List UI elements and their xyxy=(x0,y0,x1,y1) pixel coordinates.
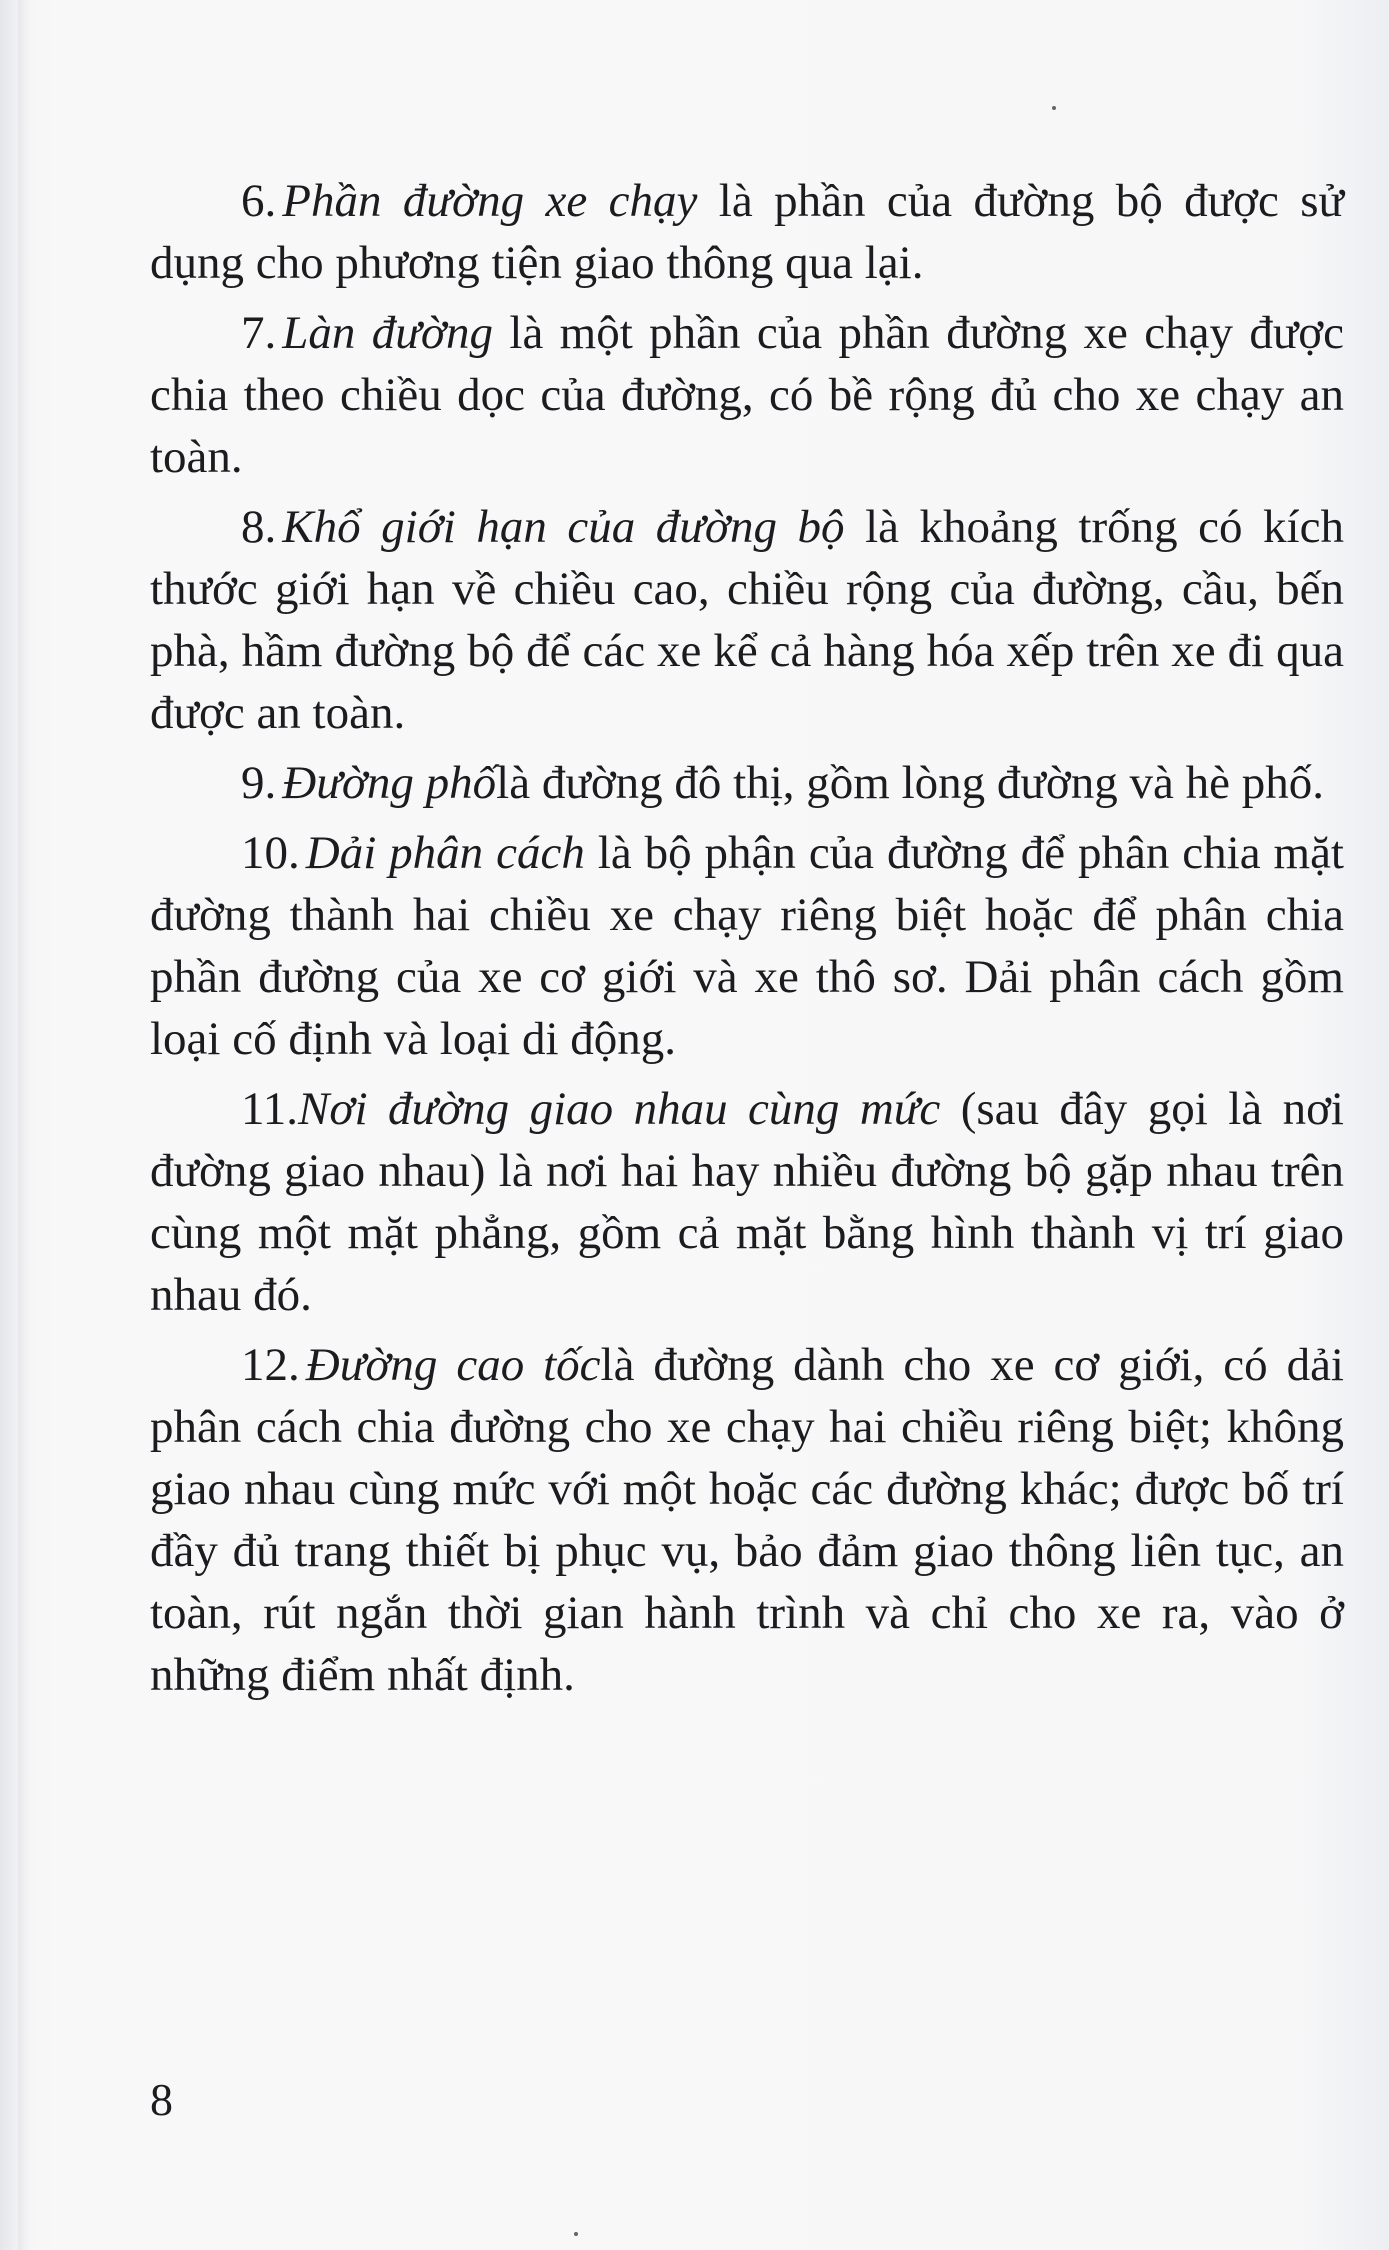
paragraph-10 xyxy=(150,822,1344,1070)
paragraph-number: 8. xyxy=(241,501,277,553)
speck-top xyxy=(1052,106,1056,110)
definition-text: (sau đây gọi là nơi đường giao nhau) là nơi hai hay nhiều đường bộ gặp nhau trên cùng một mặt phẳng, gồm cả mặt bằng hình thành vị trí giao nhau đó. xyxy=(150,1083,1344,1321)
body-text xyxy=(150,170,1344,1714)
definition-text: là một phần của phần đường xe chạy được chia theo chiều dọc của đường, có bề rộng đủ cho xe chạy an toàn. xyxy=(150,307,1345,483)
paragraph-12 xyxy=(150,1334,1344,1706)
defined-term: Phần đường xe chạy xyxy=(282,175,698,227)
speck-bottom xyxy=(574,2232,578,2236)
paragraph-7 xyxy=(150,302,1344,488)
defined-term: Làn đường xyxy=(282,307,493,359)
defined-term: Đường phố xyxy=(282,757,497,809)
paragraph-11 xyxy=(150,1078,1344,1326)
paragraph-number: 10. xyxy=(241,827,300,879)
paragraph-number: 7. xyxy=(241,307,277,359)
paragraph-6 xyxy=(150,170,1344,294)
page-number: 8 xyxy=(150,2074,173,2125)
paragraph-8 xyxy=(150,496,1344,744)
defined-term: Nơi đường giao nhau cùng mức xyxy=(298,1083,941,1135)
page-gutter-shadow xyxy=(18,0,32,2250)
paragraph-number: 6. xyxy=(241,175,277,227)
definition-text: là khoảng trống có kích thước giới hạn về chiều cao, chiều rộng của đường, cầu, bến phà, hầm đường bộ để các xe kể cả hàng hóa xếp trên xe đi qua được an toàn. xyxy=(150,501,1344,739)
paragraph-number: 9. xyxy=(241,757,277,809)
defined-term: Đường cao tốc xyxy=(305,1339,601,1391)
paragraph-number: 11. xyxy=(241,1083,299,1135)
definition-text: là phần của đường bộ được sử dụng cho phương tiện giao thông qua lại. xyxy=(150,175,1344,289)
definition-text: là đường dành cho xe cơ giới, có dải phân cách chia đường cho xe chạy hai chiều riêng biệt; không giao nhau cùng mức với một hoặc các đường khác; được bố trí đầy đủ trang thiết bị phục vụ, bảo đảm giao thông liên tục, an toàn, rút ngắn thời gian hành trình và chỉ cho xe ra, vào ở những điểm nhất định. xyxy=(150,1339,1344,1701)
defined-term: Dải phân cách xyxy=(305,827,585,879)
definition-text: là đường đô thị, gồm lòng đường và hè phố. xyxy=(496,757,1324,809)
defined-term: Khổ giới hạn của đường bộ xyxy=(282,501,845,553)
paragraph-number: 12. xyxy=(241,1339,300,1391)
paragraph-9 xyxy=(150,752,1344,814)
definition-text: là bộ phận của đường để phân chia mặt đường thành hai chiều xe chạy riêng biệt hoặc để phân chia phần đường của xe cơ giới và xe thô sơ. Dải phân cách gồm loại cố định và loại di động. xyxy=(150,827,1344,1065)
